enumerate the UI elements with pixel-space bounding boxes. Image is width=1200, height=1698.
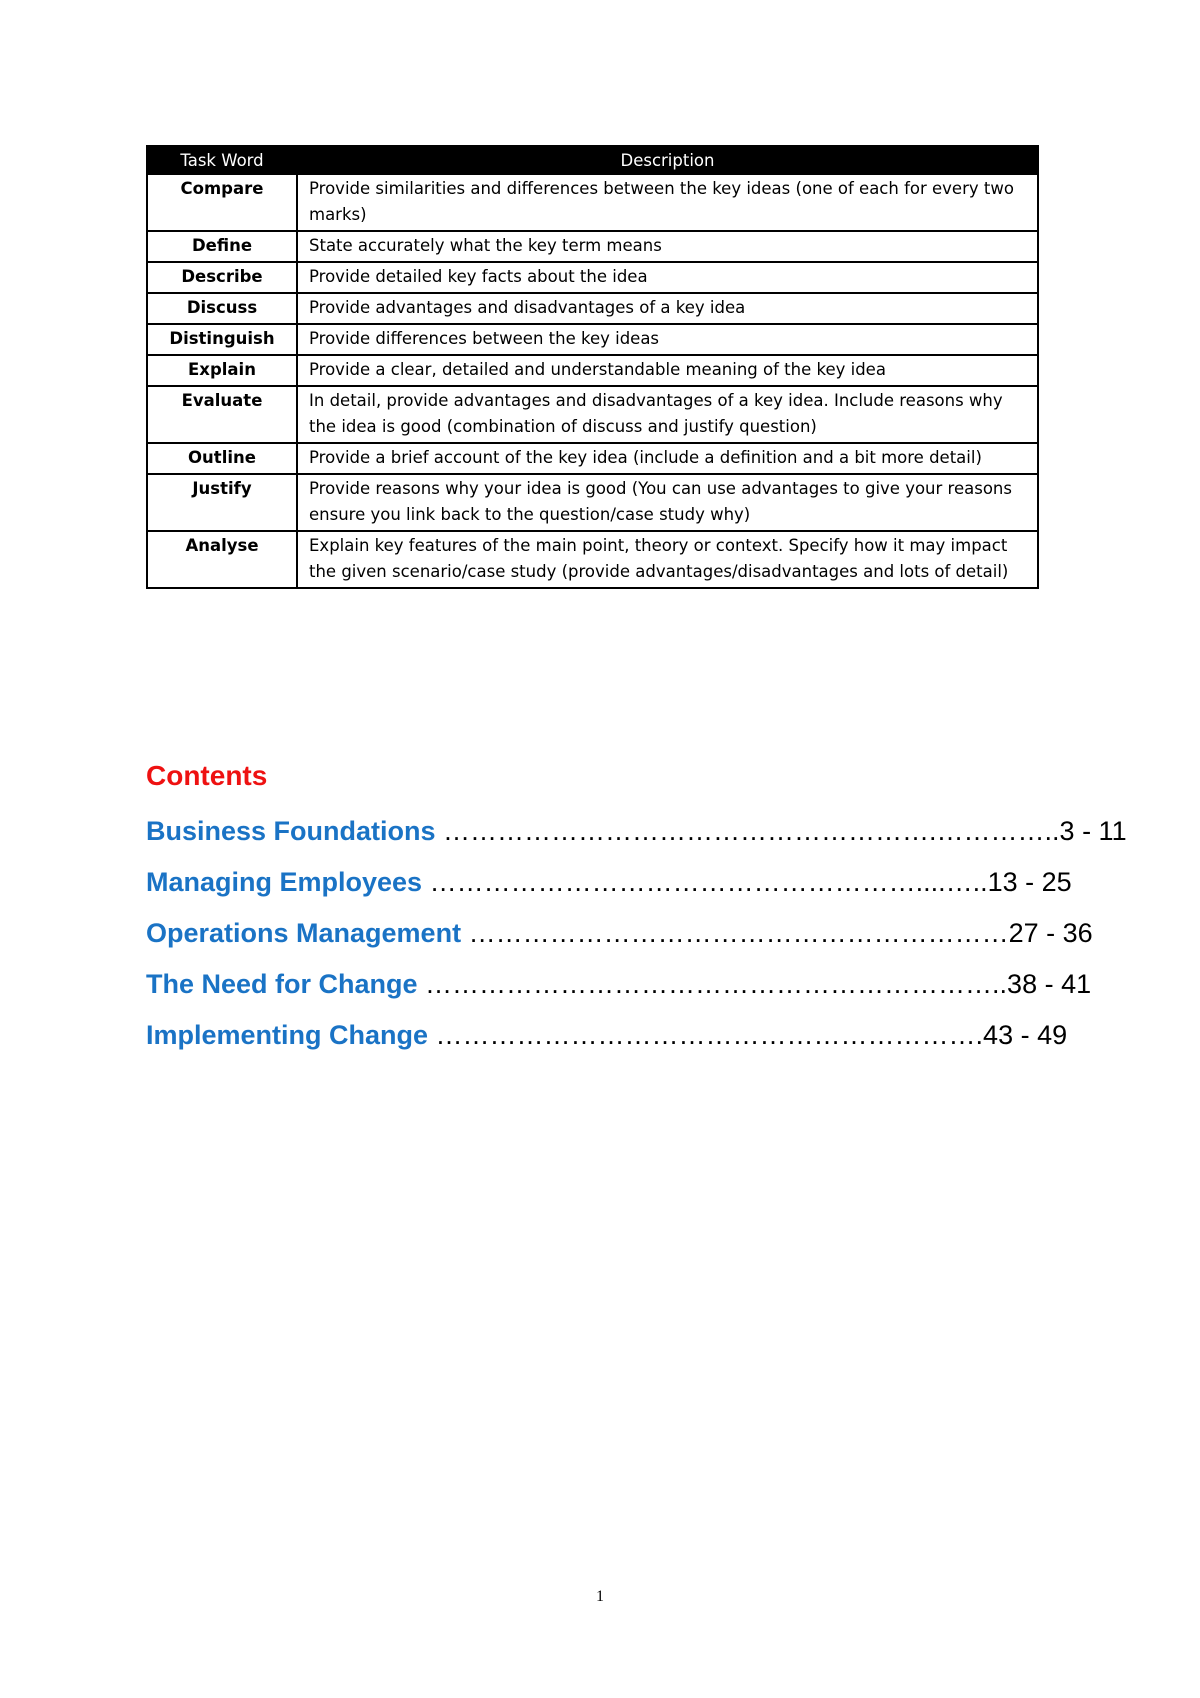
task-word: Analyse	[147, 531, 297, 588]
task-word-table	[146, 145, 1039, 589]
toc-leader-dots: ……………………………………………………	[461, 918, 1009, 948]
task-word: Justify	[147, 474, 297, 531]
header-task-word: Task Word	[147, 146, 297, 174]
toc-entry-pages: 3 - 11	[1059, 816, 1127, 846]
header-description: Description	[297, 146, 1038, 174]
toc-leader-dots: ………………………………………………....…..	[422, 867, 988, 897]
table-row	[147, 174, 1038, 231]
task-word: Explain	[147, 355, 297, 386]
task-description: In detail, provide advantages and disadvantages of a key idea. Include reasons why the idea is good (combination of discuss and justify question)	[297, 386, 1038, 443]
task-word: Describe	[147, 262, 297, 293]
task-description: Provide reasons why your idea is good (You can use advantages to give your reasons ensure you link back to the question/case study why)	[297, 474, 1038, 531]
toc-entry-pages: 43 - 49	[983, 1020, 1068, 1050]
toc-entry[interactable]	[146, 959, 1092, 1010]
table-row	[147, 355, 1038, 386]
table-row	[147, 443, 1038, 474]
task-word: Distinguish	[147, 324, 297, 355]
task-description: Provide similarities and differences between the key ideas (one of each for every two marks)	[297, 174, 1038, 231]
task-word: Outline	[147, 443, 297, 474]
task-description: Provide a clear, detailed and understandable meaning of the key idea	[297, 355, 1038, 386]
table-row	[147, 231, 1038, 262]
toc-entry-title[interactable]: Implementing Change	[146, 1020, 429, 1050]
task-description: Explain key features of the main point, theory or context. Specify how it may impact the given scenario/case study (provide advantages/disadvantages and lots of detail)	[297, 531, 1038, 588]
toc-entry[interactable]	[146, 806, 1127, 857]
toc-entry-title[interactable]: Managing Employees	[146, 867, 423, 897]
toc-leader-dots: ……………………………………………….…………..	[435, 816, 1060, 846]
table-row	[147, 262, 1038, 293]
toc-entry[interactable]	[146, 857, 1086, 908]
table-row	[147, 293, 1038, 324]
table-row	[147, 386, 1038, 443]
task-description: Provide differences between the key ideas	[297, 324, 1038, 355]
page-number: 1	[596, 1588, 604, 1605]
toc-leader-dots: ………………………………………………………..	[417, 969, 1008, 999]
table-row	[147, 531, 1038, 588]
task-word: Discuss	[147, 293, 297, 324]
table-of-contents	[146, 756, 1127, 1061]
toc-entry-pages: 13 - 25	[987, 867, 1072, 897]
task-word: Define	[147, 231, 297, 262]
table-row	[147, 324, 1038, 355]
toc-leader-dots: …………………………………………………….	[428, 1020, 984, 1050]
toc-entry[interactable]	[146, 908, 1093, 959]
task-description: State accurately what the key term means	[297, 231, 1038, 262]
table-row	[147, 474, 1038, 531]
contents-heading: Contents	[146, 760, 268, 791]
task-word: Compare	[147, 174, 297, 231]
toc-entry-pages: 38 - 41	[1007, 969, 1092, 999]
task-word: Evaluate	[147, 386, 297, 443]
toc-entry[interactable]	[146, 1010, 1086, 1061]
task-description: Provide a brief account of the key idea (include a definition and a bit more detail)	[297, 443, 1038, 474]
toc-entry-title[interactable]: Operations Management	[146, 918, 462, 948]
task-description: Provide detailed key facts about the idea	[297, 262, 1038, 293]
table-header-row	[147, 146, 1038, 174]
toc-entry-pages: 27 - 36	[1008, 918, 1093, 948]
toc-entry-title[interactable]: Business Foundations	[146, 816, 436, 846]
toc-entry-title[interactable]: The Need for Change	[146, 969, 418, 999]
task-description: Provide advantages and disadvantages of a key idea	[297, 293, 1038, 324]
